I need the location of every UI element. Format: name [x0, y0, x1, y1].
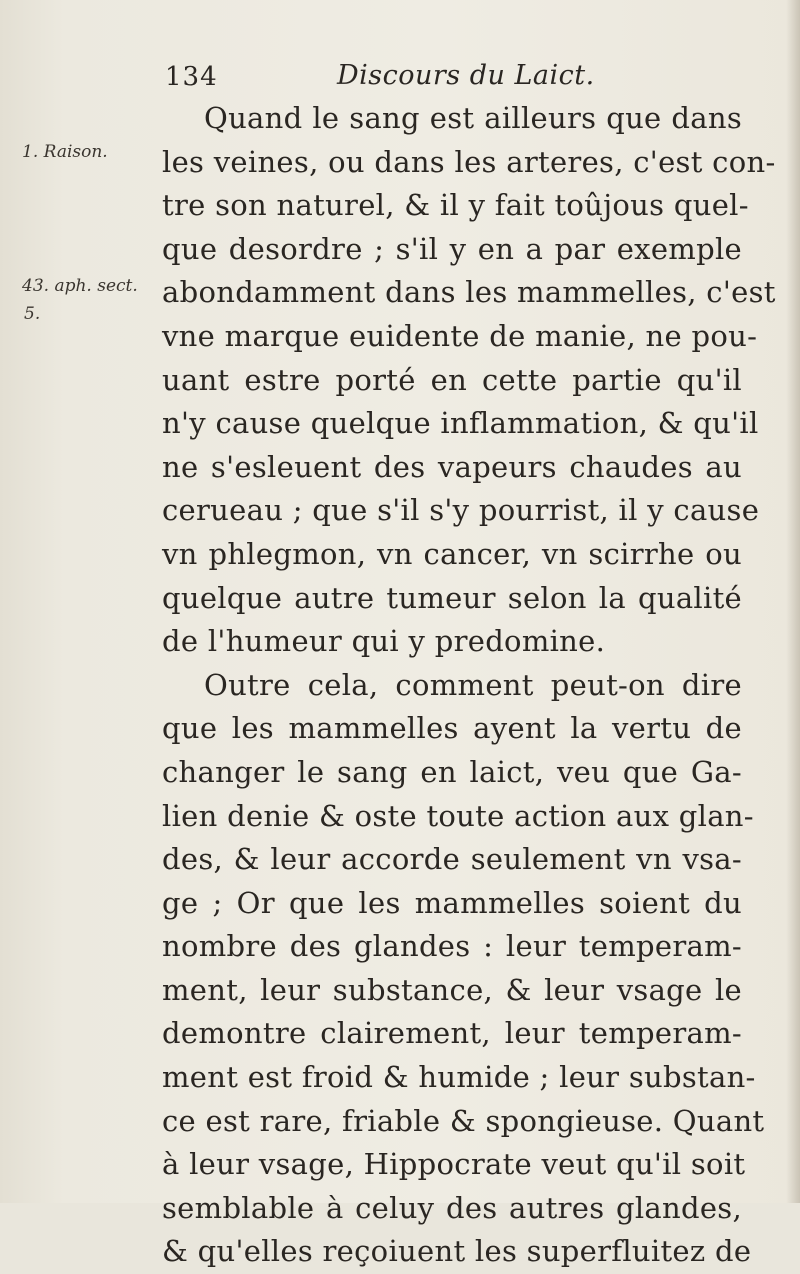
- text-line: uant estre porté en cette partie qu'il: [162, 362, 742, 397]
- text-line: de l'humeur qui y predomine.: [162, 624, 606, 659]
- text-line: abondamment dans les mammelles, c'est: [162, 275, 776, 310]
- text-line: ge ; Or que les mammelles soient du: [162, 885, 742, 920]
- page-edge-shadow: [786, 0, 800, 1203]
- text-line: vn phlegmon, vn cancer, vn scirrhe ou: [162, 536, 742, 571]
- body-text: [162, 97, 776, 1274]
- text-line: changer le sang en laict, veu que Ga-: [162, 754, 742, 789]
- text-line: à leur vsage, Hippocrate veut qu'il soit: [162, 1147, 746, 1182]
- margin-note-section: 5.: [24, 304, 41, 324]
- margin-note-aphorism: 43. aph. sect.: [22, 276, 138, 296]
- running-title: Discours du Laict.: [337, 60, 595, 91]
- text-line: que desordre ; s'il y en a par exemple: [162, 231, 742, 266]
- page-number: 134: [165, 62, 218, 92]
- text-line: n'y cause quelque inflammation, & qu'il: [162, 406, 759, 441]
- text-line: Outre cela, comment peut-on dire: [204, 667, 742, 702]
- text-line: Quand le sang est ailleurs que dans: [204, 101, 742, 135]
- text-line: tre son naturel, & il y fait toûjous quel-: [162, 188, 749, 223]
- margin-note-raison: 1. Raison.: [22, 142, 108, 162]
- text-line: les veines, ou dans les arteres, c'est con-: [162, 144, 776, 179]
- text-line: ment, leur substance, & leur vsage le: [162, 972, 742, 1007]
- text-line: cerueau ; que s'il s'y pourrist, il y cause: [162, 493, 760, 528]
- text-line: vne marque euidente de manie, ne pou-: [162, 318, 758, 353]
- text-line: quelque autre tumeur selon la qualité: [162, 580, 742, 615]
- text-line: ne s'esleuent des vapeurs chaudes au: [162, 449, 742, 484]
- text-line: ce est rare, friable & spongieuse. Quant: [162, 1103, 765, 1138]
- text-line: nombre des glandes : leur temperam-: [162, 929, 742, 964]
- text-line: des, & leur accorde seulement vn vsa-: [162, 842, 742, 877]
- text-line: lien denie & oste toute action aux glan-: [162, 798, 754, 833]
- text-line: demontre clairement, leur temperam-: [162, 1016, 742, 1051]
- page-header: [165, 58, 765, 98]
- text-line: ment est froid & humide ; leur substan-: [162, 1060, 756, 1095]
- text-line: & qu'elles reçoiuent les superfluitez de: [162, 1234, 752, 1269]
- text-line: semblable à celuy des autres glandes,: [162, 1190, 742, 1225]
- text-line: que les mammelles ayent la vertu de: [162, 711, 742, 746]
